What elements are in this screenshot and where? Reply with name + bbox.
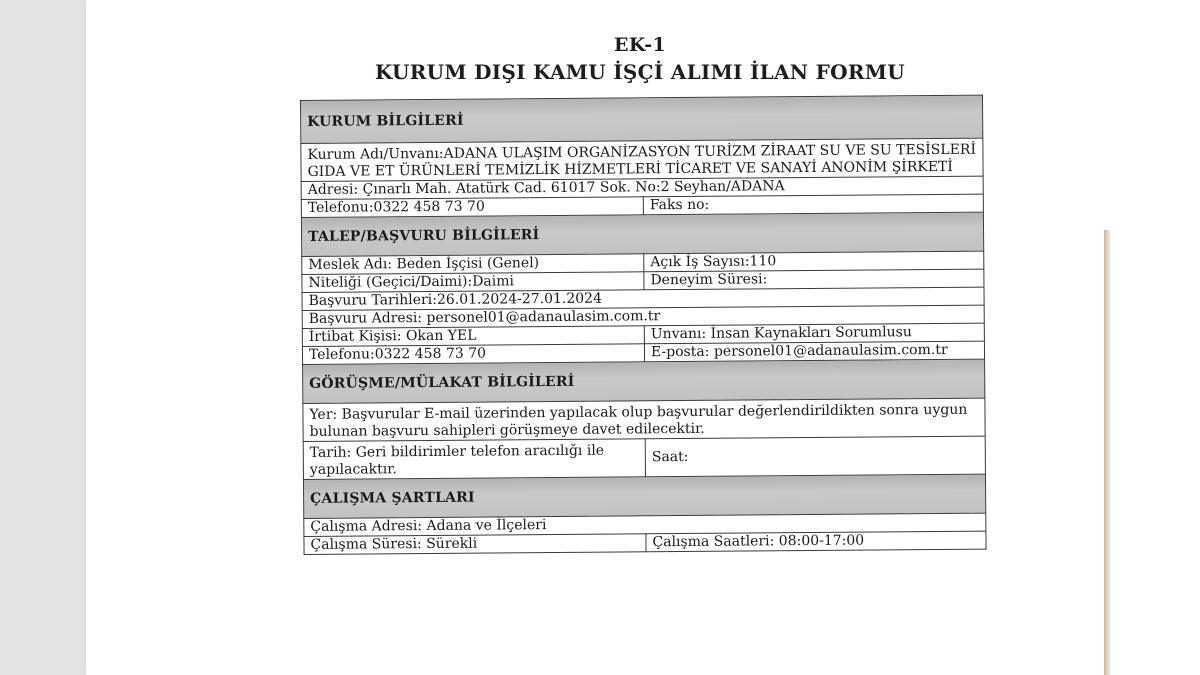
contact-phone: Telefonu:0322 458 73 70 <box>302 344 644 365</box>
section-header-kurum <box>301 95 983 143</box>
viewer-left-gutter <box>0 0 86 675</box>
contact-email: E-posta: personel01@adanaulasim.com.tr <box>644 341 984 362</box>
application-address: Başvuru Adresi: personel01@adanaulasim.com.tr <box>302 305 984 328</box>
work-address: Çalışma Adresi: Adana ve İlçeleri <box>304 513 986 536</box>
section-header-gorusme <box>303 359 985 403</box>
section-title: GÖRÜŞME/MÜLAKAT BİLGİLERİ <box>303 359 985 403</box>
form-title: KURUM DIŞI KAMU İŞÇİ ALIMI İLAN FORMU <box>375 60 905 84</box>
job-posting-form-table <box>300 95 987 555</box>
photo-right-edge <box>1098 0 1200 675</box>
section-title: ÇALIŞMA ŞARTLARI <box>303 474 985 518</box>
section-header-talep <box>301 212 983 256</box>
work-duration: Çalışma Süresi: Sürekli <box>304 534 646 555</box>
contact-person: İrtibat Kişisi: Okan YEL <box>302 326 644 347</box>
interview-location: Yer: Başvurular E-mail üzerinden yapılacak olup başvurular değerlendirildikten sonra uygun bulunan başvuru sahipleri görüşmeye davet edilecektir. <box>303 398 985 441</box>
occupation-name: Meslek Adı: Beden İşçisi (Genel) <box>302 254 644 275</box>
section-title: TALEP/BAŞVURU BİLGİLERİ <box>301 212 983 256</box>
institution-name: Kurum Adı/Unvanı:ADANA ULAŞIM ORGANİZASYON TURİZM ZİRAAT SU VE SU TESİSLERİ GIDA VE ET ÜRÜNLERİ TEMİZLİK HİZMETLERİ TİCARET VE SANAYİ ANONİM ŞİRKETİ <box>301 138 983 181</box>
table-row <box>301 138 983 181</box>
application-dates: Başvuru Tarihleri:26.01.2024-27.01.2024 <box>302 287 984 310</box>
work-hours: Çalışma Saatleri: 08:00-17:00 <box>646 531 986 552</box>
interview-date: Tarih: Geri bildirimler telefon aracılığı ile yapılacaktır. <box>303 439 645 480</box>
contact-title: Unvanı: İnsan Kaynakları Sorumlusu <box>644 323 984 344</box>
institution-fax: Faks no: <box>643 194 983 215</box>
experience-period: Deneyim Süresi: <box>644 269 984 290</box>
institution-phone: Telefonu:0322 458 73 70 <box>301 197 643 218</box>
open-positions: Açık İş Sayısı:110 <box>644 251 984 272</box>
interview-time: Saat: <box>645 436 985 477</box>
section-header-calisma <box>303 474 985 518</box>
annex-label: EK-1 <box>614 34 666 56</box>
institution-address: Adresi: Çınarlı Mah. Atatürk Cad. 61017 Sok. No:2 Seyhan/ADANA <box>301 176 983 199</box>
table-row <box>303 398 985 441</box>
section-title: KURUM BİLGİLERİ <box>301 95 983 143</box>
paper-edge-shadow <box>1104 230 1110 675</box>
position-type: Niteliği (Geçici/Daimi):Daimi <box>302 272 644 293</box>
table-row <box>303 436 985 479</box>
